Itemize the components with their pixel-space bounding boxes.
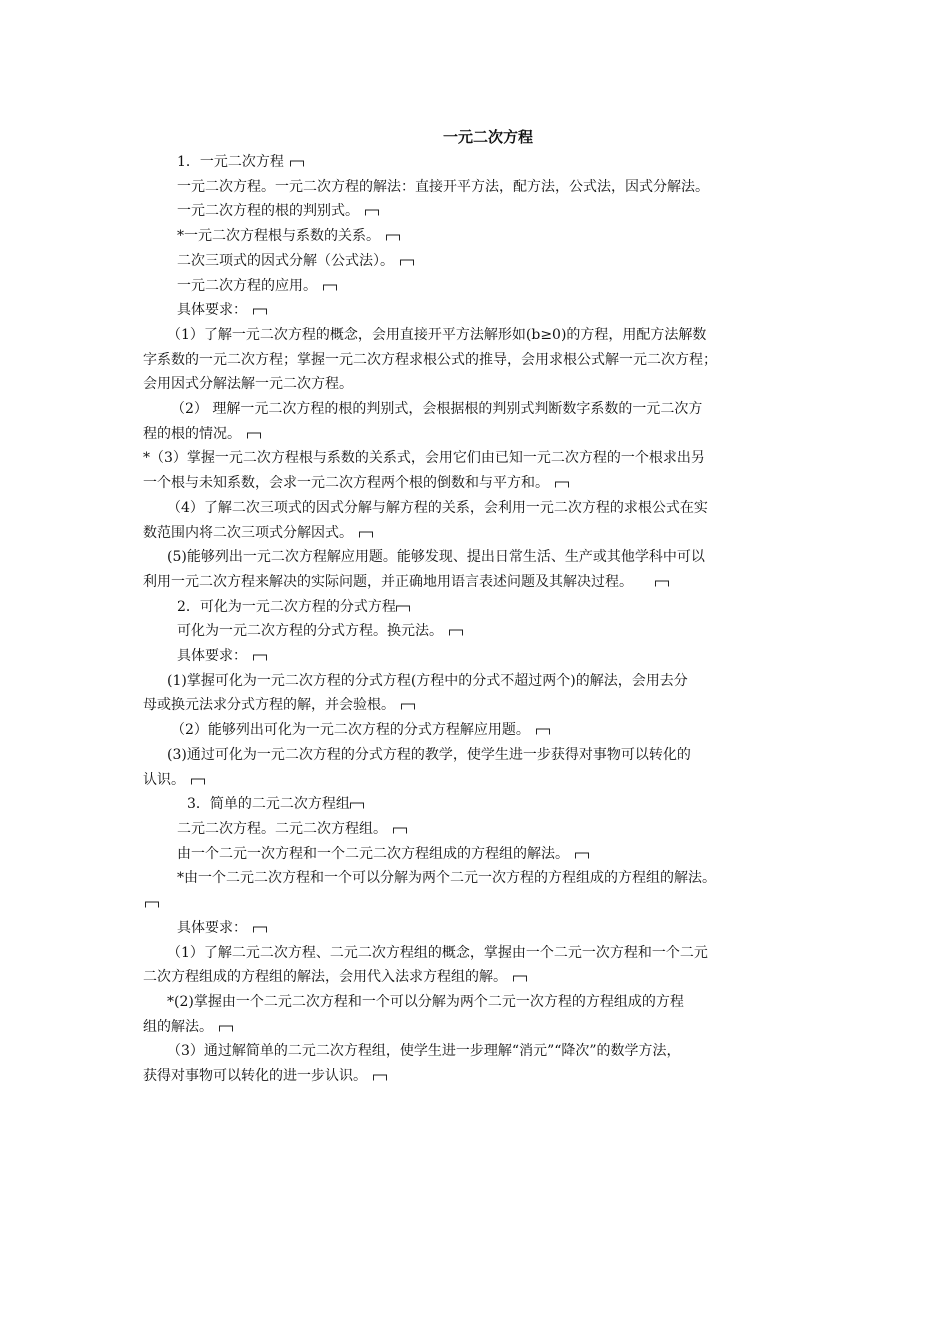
- section-heading: 3．简单的二元二次方程组: [143, 792, 815, 817]
- text-line: 一元二次方程的应用。: [143, 274, 815, 299]
- text-line: [143, 891, 815, 916]
- text-line: 组的解法。: [143, 1015, 815, 1040]
- text-line: 具体要求：: [143, 298, 815, 323]
- paragraph-mark-icon: [253, 926, 267, 933]
- paragraph-mark-icon: [555, 481, 569, 488]
- paragraph-mark-icon: [655, 580, 669, 587]
- text-line: 一元二次方程的根的判别式。: [143, 199, 815, 224]
- text-line: (5)能够列出一元二次方程解应用题。能够发现、提出日常生活、生产或其他学科中可以: [167, 549, 705, 566]
- paragraph-mark-icon: [290, 160, 304, 167]
- text-line: 一个根与未知系数，会求一元二次方程两个根的倒数和与平方和。: [143, 471, 815, 496]
- paragraph-mark-icon: [396, 605, 410, 612]
- text-line: 二次方程组成的方程组的解法，会用代入法求方程组的解。: [143, 965, 815, 990]
- document-page: [143, 124, 815, 1089]
- paragraph-mark-icon: [373, 1074, 387, 1081]
- text-line: 程的根的情况。: [143, 422, 815, 447]
- text-line: 会用因式分解法解一元二次方程。: [143, 376, 353, 393]
- paragraph-mark-icon: [359, 531, 373, 538]
- text-line: （4）了解二次三项式的因式分解与解方程的关系，会利用一元二次方程的求根公式在实: [167, 499, 708, 516]
- text-line: 具体要求：: [143, 916, 815, 941]
- paragraph-mark-icon: [536, 728, 550, 735]
- text-line: *由一个二元二次方程和一个可以分解为两个二元一次方程的方程组成的方程组的解法。: [177, 870, 716, 887]
- paragraph-mark-icon: [513, 975, 527, 982]
- paragraph-mark-icon: [253, 654, 267, 661]
- text-line: 数范围内将二次三项式分解因式。: [143, 521, 815, 546]
- paragraph-mark-icon: [365, 209, 379, 216]
- text-line: 认识。: [143, 768, 815, 793]
- paragraph-mark-icon: [191, 778, 205, 785]
- text-line: （2）能够列出可化为一元二次方程的分式方程解应用题。: [143, 718, 815, 743]
- paragraph-mark-icon: [575, 852, 589, 859]
- text-line: 二次三项式的因式分解（公式法）。: [143, 249, 815, 274]
- text-line: 可化为一元二次方程的分式方程。换元法。: [143, 619, 815, 644]
- text-line: *(2)掌握由一个二元二次方程和一个可以分解为两个二元一次方程的方程组成的方程: [167, 993, 684, 1010]
- text-line: 利用一元二次方程来解决的实际问题，并正确地用语言表述问题及其解决过程。: [143, 570, 815, 595]
- text-line: （1）了解一元二次方程的概念，会用直接开平方法解形如(b≥0)的方程，用配方法解数: [167, 326, 707, 343]
- text-line: 一元二次方程。一元二次方程的解法：直接开平方法，配方法，公式法，因式分解法。: [177, 178, 709, 195]
- paragraph-mark-icon: [323, 284, 337, 291]
- paragraph-mark-icon: [386, 234, 400, 241]
- text-line: 由一个二元一次方程和一个二元二次方程组成的方程组的解法。: [143, 842, 815, 867]
- paragraph-mark-icon: [400, 259, 414, 266]
- text-line: (3)通过可化为一元二次方程的分式方程的教学，使学生进一步获得对事物可以转化的: [167, 746, 691, 763]
- section-heading: 1．一元二次方程: [143, 150, 815, 175]
- document-title: 一元二次方程: [442, 128, 533, 146]
- paragraph-mark-icon: [145, 901, 159, 908]
- text-line: 具体要求：: [143, 644, 815, 669]
- section-heading: 2．可化为一元二次方程的分式方程: [143, 595, 815, 620]
- text-line: 获得对事物可以转化的进一步认识。: [143, 1064, 815, 1089]
- paragraph-mark-icon: [219, 1025, 233, 1032]
- text-line: (1)掌握可化为一元二次方程的分式方程(方程中的分式不超过两个)的解法，会用去分: [167, 672, 688, 689]
- paragraph-mark-icon: [253, 308, 267, 315]
- text-line: *（3）掌握一元二次方程根与系数的关系式，会用它们由已知一元二次方程的一个根求出另: [143, 450, 705, 467]
- text-line: 字系数的一元二次方程；掌握一元二次方程求根公式的推导，会用求根公式解一元二次方程；: [143, 351, 717, 368]
- paragraph-mark-icon: [393, 827, 407, 834]
- text-line: （2） 理解一元二次方程的根的判别式，会根据根的判别式判断数字系数的一元二次方: [171, 401, 703, 418]
- paragraph-mark-icon: [401, 703, 415, 710]
- text-line: 二元二次方程。二元二次方程组。: [143, 817, 815, 842]
- text-line: （3）通过解简单的二元二次方程组，使学生进一步理解“消元”“降次”的数学方法，: [167, 1043, 681, 1060]
- text-line: （1）了解二元二次方程、二元二次方程组的概念，掌握由一个二元一次方程和一个二元: [167, 944, 708, 961]
- text-line: *一元二次方程根与系数的关系。: [143, 224, 815, 249]
- text-line: 母或换元法求分式方程的解，并会验根。: [143, 693, 815, 718]
- paragraph-mark-icon: [350, 802, 364, 809]
- paragraph-mark-icon: [247, 432, 261, 439]
- paragraph-mark-icon: [449, 629, 463, 636]
